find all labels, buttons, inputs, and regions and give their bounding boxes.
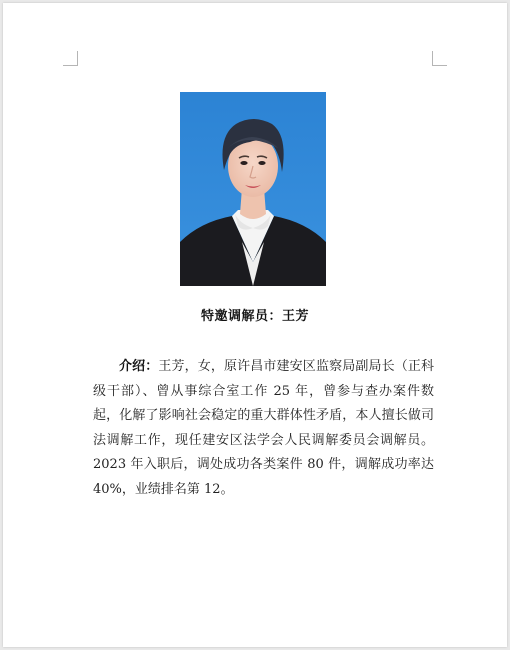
document-page — [3, 3, 507, 647]
intro-text: 王芳，女，原许昌市建安区监察局副局长（正科级干部）、曾从事综合室工作 25 年，曾参与查办案件数起，化解了影响社会稳定的重大群体性矛盾，本人擅长做司法调解工作，现任建安区法学会人民调解委员会调解员。2023 年入职后，调处成功各类案件 80 件，调解成功率达 40%，业绩排名第 12。 — [93, 359, 434, 497]
photo-caption: 特邀调解员：王芳 — [200, 309, 309, 324]
crop-mark-top-left — [63, 51, 78, 66]
portrait-photo — [180, 92, 326, 286]
introduction-paragraph — [93, 355, 434, 502]
intro-label: 介绍： — [119, 359, 159, 374]
crop-mark-top-right — [432, 51, 447, 66]
